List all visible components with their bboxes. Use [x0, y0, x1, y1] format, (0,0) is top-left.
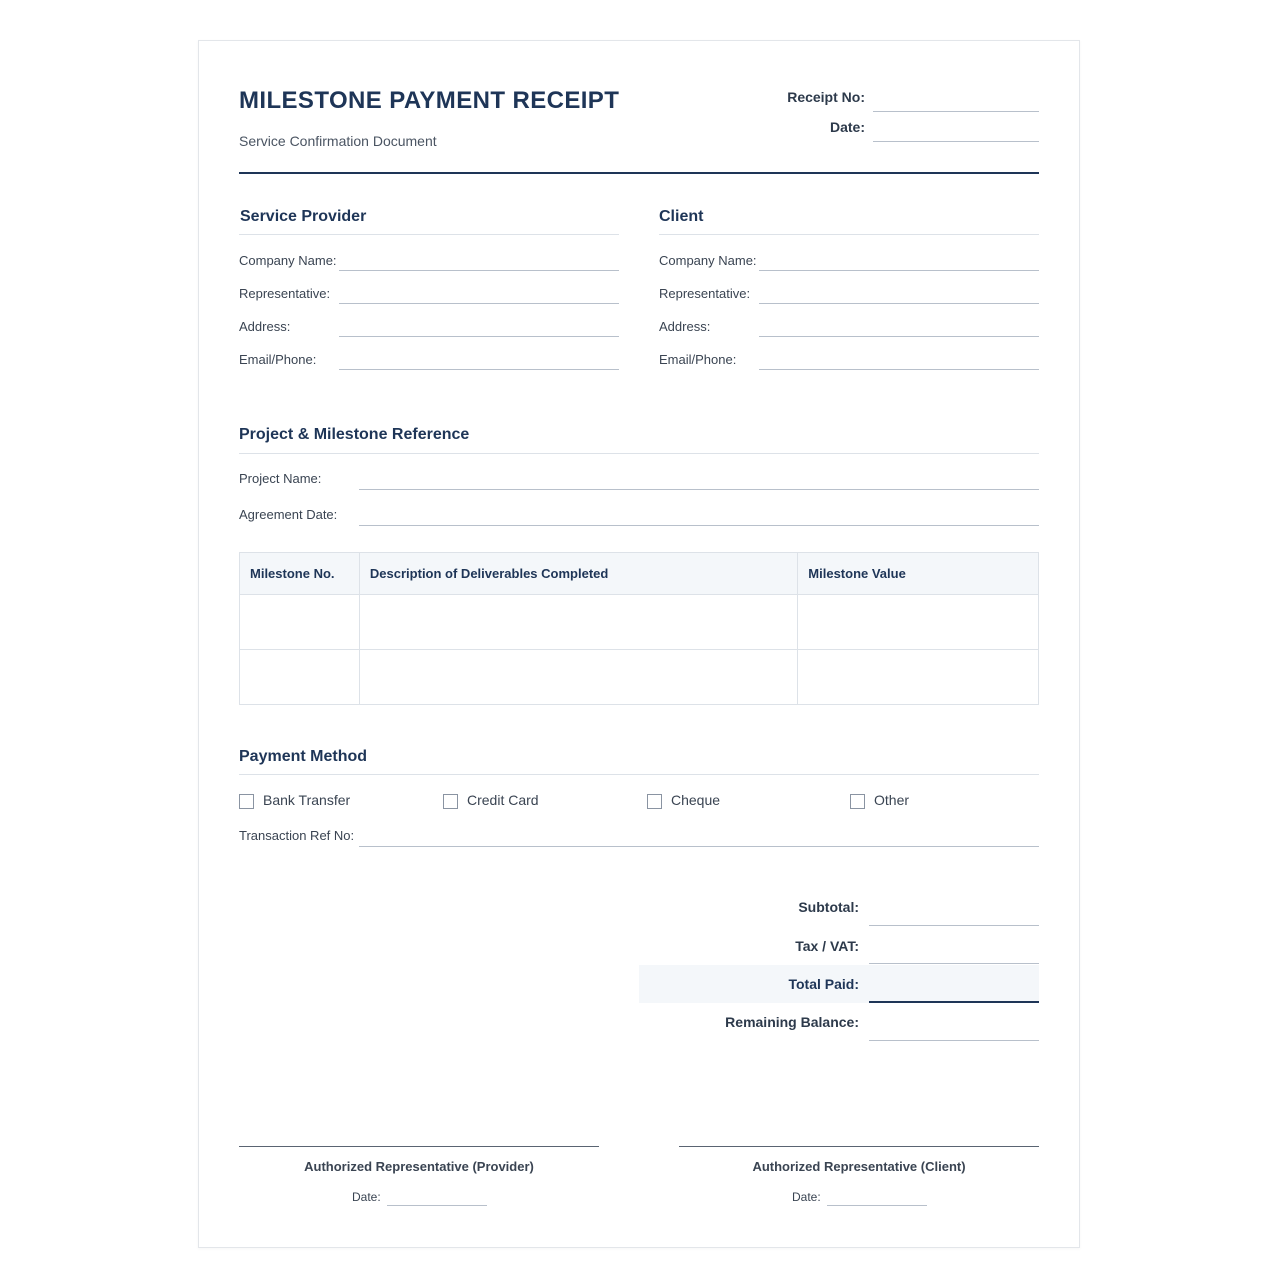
provider-signature-label: Authorized Representative (Provider)	[304, 1159, 534, 1174]
provider-date-field[interactable]	[387, 1205, 487, 1206]
client-divider	[659, 234, 1039, 235]
provider-address-field[interactable]	[339, 336, 619, 337]
provider-company-label: Company Name:	[239, 253, 337, 268]
client-address-label: Address:	[659, 319, 711, 334]
client-heading: Client	[659, 208, 704, 225]
provider-representative-label: Representative:	[239, 286, 331, 301]
credit-card-label: Credit Card	[467, 792, 539, 808]
milestone-table	[239, 552, 1039, 705]
provider-divider	[239, 234, 619, 235]
client-signature-line[interactable]	[679, 1146, 1039, 1147]
client-signature-label: Authorized Representative (Client)	[752, 1159, 966, 1174]
client-company-label: Company Name:	[659, 253, 757, 268]
transaction-ref-label: Transaction Ref No:	[239, 828, 355, 843]
subtotal-label: Subtotal:	[798, 899, 859, 915]
project-heading: Project & Milestone Reference	[239, 426, 470, 443]
client-representative-label: Representative:	[659, 286, 751, 301]
provider-representative-field[interactable]	[339, 303, 619, 304]
agreement-date-label: Agreement Date:	[239, 507, 338, 522]
provider-address-label: Address:	[239, 319, 291, 334]
bank-transfer-checkbox[interactable]	[239, 794, 254, 809]
project-divider	[239, 453, 1039, 454]
table-cell-value[interactable]	[798, 595, 1039, 650]
table-cell-value[interactable]	[798, 650, 1039, 705]
provider-email-field[interactable]	[339, 369, 619, 370]
subtotal-field[interactable]	[869, 925, 1039, 926]
agreement-date-field[interactable]	[359, 525, 1039, 526]
table-row	[240, 595, 1039, 650]
cheque-checkbox[interactable]	[647, 794, 662, 809]
provider-heading: Service Provider	[240, 208, 367, 225]
column-header-milestone-no: Milestone No.	[240, 553, 360, 595]
client-company-field[interactable]	[759, 270, 1039, 271]
table-row	[240, 650, 1039, 705]
provider-company-field[interactable]	[339, 270, 619, 271]
total-paid-label: Total Paid:	[788, 976, 859, 992]
table-cell-milestone-no[interactable]	[240, 650, 360, 705]
remaining-balance-field[interactable]	[869, 1040, 1039, 1041]
receipt-date-label: Date:	[829, 119, 865, 135]
remaining-balance-label: Remaining Balance:	[725, 1014, 859, 1030]
table-cell-description[interactable]	[359, 595, 797, 650]
credit-card-checkbox[interactable]	[443, 794, 458, 809]
cheque-label: Cheque	[671, 792, 721, 808]
table-cell-description[interactable]	[359, 650, 797, 705]
payment-heading: Payment Method	[239, 748, 368, 765]
provider-email-label: Email/Phone:	[239, 352, 317, 367]
table-cell-milestone-no[interactable]	[240, 595, 360, 650]
project-name-field[interactable]	[359, 489, 1039, 490]
other-checkbox[interactable]	[850, 794, 865, 809]
other-label: Other	[874, 792, 910, 808]
provider-signature-line[interactable]	[239, 1146, 599, 1147]
provider-date-label: Date:	[352, 1190, 381, 1204]
transaction-ref-field[interactable]	[359, 846, 1039, 847]
client-date-field[interactable]	[827, 1205, 927, 1206]
client-date-label: Date:	[792, 1190, 821, 1204]
client-email-field[interactable]	[759, 369, 1039, 370]
receipt-date-field[interactable]	[873, 141, 1039, 142]
bank-transfer-label: Bank Transfer	[263, 792, 351, 808]
receipt-no-label: Receipt No:	[787, 89, 865, 105]
column-header-description: Description of Deliverables Completed	[359, 553, 797, 595]
tax-vat-label: Tax / VAT:	[795, 938, 859, 954]
project-name-label: Project Name:	[239, 471, 322, 486]
client-email-label: Email/Phone:	[659, 352, 737, 367]
payment-divider	[239, 774, 1039, 775]
client-representative-field[interactable]	[759, 303, 1039, 304]
receipt-page	[198, 40, 1080, 1248]
header-divider	[239, 172, 1039, 174]
tax-vat-field[interactable]	[869, 963, 1039, 964]
column-header-milestone-value: Milestone Value	[798, 553, 1039, 595]
document-title: MILESTONE PAYMENT RECEIPT	[239, 87, 620, 114]
client-address-field[interactable]	[759, 336, 1039, 337]
receipt-no-field[interactable]	[873, 111, 1039, 112]
document-subtitle: Service Confirmation Document	[239, 133, 437, 149]
table-header-row	[240, 553, 1039, 595]
total-paid-field[interactable]	[869, 1001, 1039, 1003]
